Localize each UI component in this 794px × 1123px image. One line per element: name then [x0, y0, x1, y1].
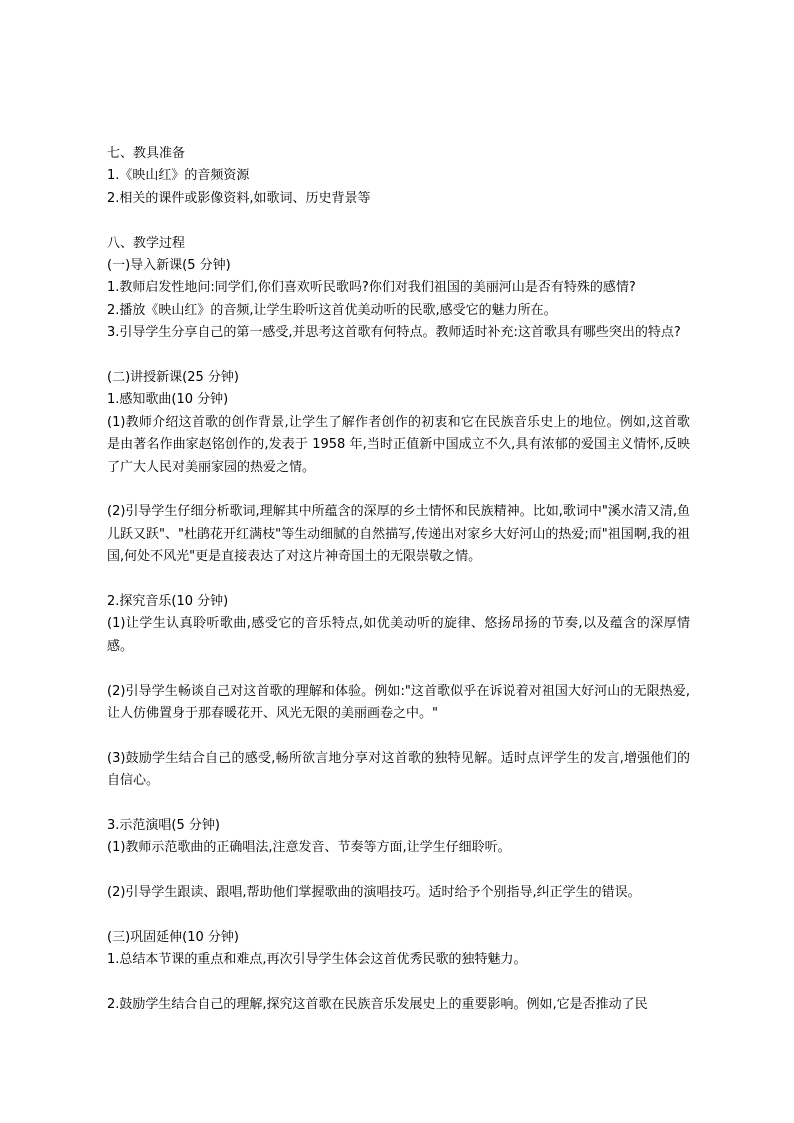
- subsection-heading: (三)巩固延伸(10 分钟): [107, 930, 239, 946]
- paragraph: 2.鼓励学生结合自己的理解,探究这首歌在民族音乐发展史上的重要影响。例如,它是否推动了民: [107, 997, 648, 1013]
- paragraph-gap: [107, 479, 690, 501]
- paragraph-gap: [107, 658, 690, 680]
- paragraph-gap: [107, 972, 690, 994]
- paragraph: (2)引导学生畅谈自己对这首歌的理解和体验。例如:"这首歌似乎在诉说着对祖国大好河山的无限热爱,让人仿佛置身于那春暖花开、风光无限的美丽画卷之中。": [107, 683, 690, 722]
- paragraph-gap: [107, 345, 690, 367]
- paragraph-gap: [107, 793, 690, 815]
- list-item: 2.相关的课件或影像资料,如歌词、历史背景等: [107, 190, 371, 206]
- sub-item-heading: 2.探究音乐(10 分钟): [107, 594, 229, 610]
- subsection-heading: (二)讲授新课(25 分钟): [107, 370, 239, 386]
- paragraph-gap: [107, 860, 690, 882]
- paragraph: (2)引导学生仔细分析歌词,理解其中所蕴含的深厚的乡土情怀和民族精神。比如,歌词中"溪水清又清,鱼儿跃又跃"、"杜鹃花开红满枝"等生动细腻的自然描写,传递出对家乡大好河山的热爱;而"祖国啊,我的祖国,何处不风光"更是直接表达了对这片神奇国土的无限崇敬之情。: [107, 504, 690, 565]
- list-item: 1.《映山红》的音频资源: [107, 168, 250, 184]
- list-item: 3.引导学生分享自己的第一感受,并思考这首歌有何特点。教师适时补充:这首歌具有哪些突出的特点?: [107, 325, 681, 341]
- list-item: 1.教师启发性地问:同学们,你们喜欢听民歌吗?你们对我们祖国的美丽河山是否有特殊的感情?: [107, 280, 636, 296]
- paragraph-gap: [107, 210, 690, 232]
- subsection-heading: (一)导入新课(5 分钟): [107, 258, 231, 274]
- paragraph: (1)教师介绍这首歌的创作背景,让学生了解作者创作的初衷和它在民族音乐史上的地位。例如,这首歌是由著名作曲家赵铭创作的,发表于 1958 年,当时正值新中国成立不久,具有浓郁的爱国主义情怀,反映了广大人民对美丽家园的热爱之情。: [107, 414, 690, 475]
- paragraph-gap: [107, 725, 690, 747]
- paragraph: (1)让学生认真聆听歌曲,感受它的音乐特点,如优美动听的旋律、悠扬昂扬的节奏,以及蕴含的深厚情感。: [107, 616, 690, 654]
- document-page: [107, 143, 690, 1017]
- section-heading: 七、教具准备: [107, 146, 186, 161]
- sub-item-heading: 1.感知歌曲(10 分钟): [107, 392, 229, 408]
- paragraph: (2)引导学生跟读、跟唱,帮助他们掌握歌曲的演唱技巧。适时给予个别指导,纠正学生的错误。: [107, 885, 641, 901]
- paragraph-gap: [107, 569, 690, 591]
- paragraph: (3)鼓励学生结合自己的感受,畅所欲言地分享对这首歌的独特见解。适时点评学生的发言,增强他们的自信心。: [107, 750, 690, 789]
- sub-item-heading: 3.示范演唱(5 分钟): [107, 818, 220, 834]
- section-heading: 八、教学过程: [107, 235, 186, 251]
- paragraph-gap: [107, 905, 690, 927]
- paragraph: (1)教师示范歌曲的正确唱法,注意发音、节奏等方面,让学生仔细聆听。: [107, 840, 511, 856]
- list-item: 2.播放《映山红》的音频,让学生聆听这首优美动听的民歌,感受它的魅力所在。: [107, 302, 557, 318]
- paragraph: 1.总结本节课的重点和难点,再次引导学生体会这首优秀民歌的独特魅力。: [107, 952, 527, 968]
